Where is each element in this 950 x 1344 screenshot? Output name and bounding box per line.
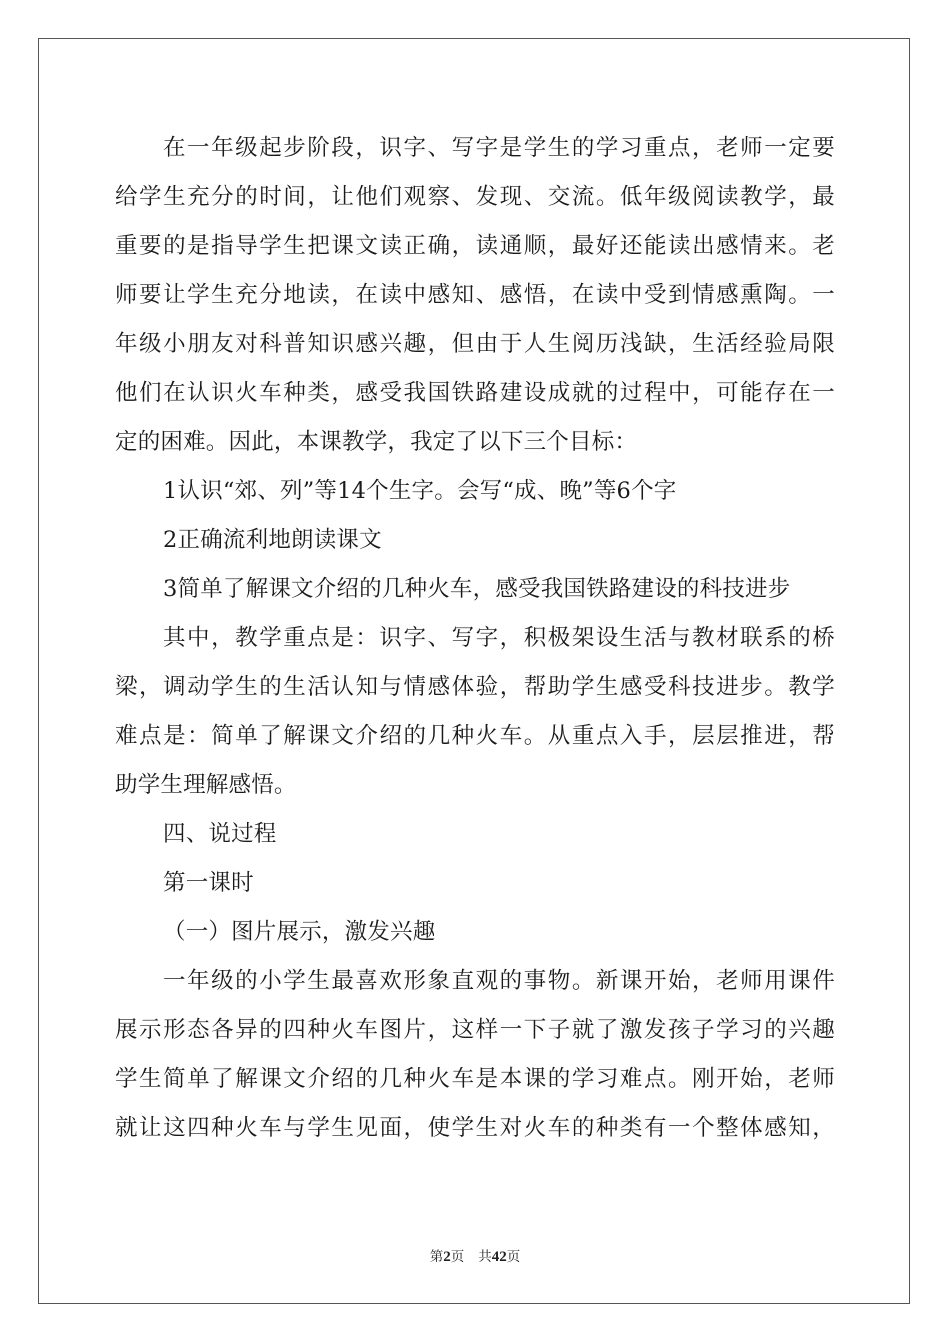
paragraph-line: 重要的是指导学生把课文读正确，读通顺，最好还能读出感情来。老 <box>115 233 835 259</box>
goal-item: 2正确流利地朗读课文 <box>163 527 382 553</box>
paragraph-line: 梁，调动学生的生活认知与情感体验，帮助学生感受科技进步。教学 <box>115 674 835 700</box>
document-body <box>115 128 835 1157</box>
paragraph-line: 其中，教学重点是：识字、写字，积极架设生活与教材联系的桥 <box>163 625 835 651</box>
goal-item: 3简单了解课文介绍的几种火车，感受我国铁路建设的科技进步 <box>163 576 791 602</box>
total-prefix: 共 <box>478 1249 492 1265</box>
goal-item: 1认识“郊、列”等14个生字。会写“成、晚”等6个字 <box>163 478 677 504</box>
paragraph-line: 一年级的小学生最喜欢形象直观的事物。新课开始，老师用课件 <box>163 968 835 994</box>
section-heading: 四、说过程 <box>163 821 277 847</box>
paragraph-line: 他们在认识火车种类，感受我国铁路建设成就的过程中，可能存在一 <box>115 380 835 406</box>
subsection-heading: （一）图片展示，激发兴趣 <box>163 919 436 945</box>
paragraph-line: 师要让学生充分地读，在读中感知、感悟，在读中受到情感熏陶。一 <box>115 282 835 308</box>
page-suffix: 页 <box>450 1249 465 1265</box>
page-footer <box>0 1245 950 1266</box>
total-suffix: 页 <box>506 1249 521 1265</box>
paragraph-line: 难点是：简单了解课文介绍的几种火车。从重点入手，层层推进，帮 <box>115 723 835 749</box>
paragraph-line: 展示形态各异的四种火车图片，这样一下子就了激发孩子学习的兴趣 <box>115 1017 835 1043</box>
paragraph-line: 助学生理解感悟。 <box>115 772 297 798</box>
page-prefix: 第 <box>429 1249 444 1265</box>
total-pages: 42 <box>491 1249 507 1265</box>
paragraph-line: 就让这四种火车与学生见面，使学生对火车的种类有一个整体感知， <box>115 1115 835 1141</box>
paragraph-line: 在一年级起步阶段，识字、写字是学生的学习重点，老师一定要 <box>163 135 835 161</box>
paragraph-line: 年级小朋友对科普知识感兴趣，但由于人生阅历浅缺，生活经验局限 <box>115 331 835 357</box>
paragraph-line: 定的困难。因此，本课教学，我定了以下三个目标： <box>115 429 638 455</box>
paragraph-line: 学生简单了解课文介绍的几种火车是本课的学习难点。刚开始，老师 <box>115 1066 835 1092</box>
lesson-heading: 第一课时 <box>163 870 254 896</box>
page-number: 2 <box>443 1249 451 1265</box>
paragraph-line: 给学生充分的时间，让他们观察、发现、交流。低年级阅读教学，最 <box>115 184 835 210</box>
